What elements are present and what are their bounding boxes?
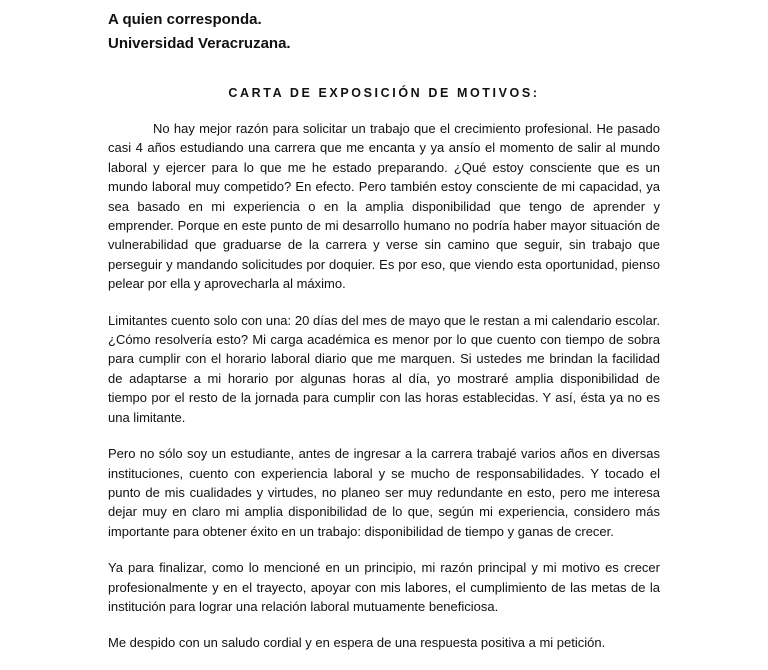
paragraph-conclusion: Ya para finalizar, como lo mencioné en un principio, mi razón principal y mi motivo es crecer profesionalmente y en el trayecto, apoyar con mis labores, el cumplimiento de las metas de la institución para lograr una relación laboral mutuamente beneficiosa. bbox=[108, 560, 660, 614]
letter-body bbox=[108, 119, 660, 670]
institution-line: Universidad Veracruzana. bbox=[108, 35, 291, 52]
paragraph-intro: No hay mejor razón para solicitar un trabajo que el crecimiento profesional. He pasado casi 4 años estudiando una carrera que me encanta y ya ansío el momento de salir al mundo laboral y ejercer para lo que me he estado preparando. ¿Qué estoy consciente que es un mundo laboral muy competido? En efecto. Pero también estoy consciente de mi capacidad, ya sea basado en mi experiencia o en la amplia disponibilidad que tengo de aprender y emprender. Porque en este punto de mi desarrollo humano no podría haber mayor situación de vulnerabilidad que graduarse de la carrera y verse sin camino que seguir, sin trabajo que perseguir y mandando solicitudes por doquier. Es por eso, que viendo esta oportunidad, pienso pelear por ella y aprovecharla al máximo. bbox=[108, 121, 660, 292]
recipient-line: A quien corresponda. bbox=[108, 11, 262, 28]
paragraph-experience: Pero no sólo soy un estudiante, antes de ingresar a la carrera trabajé varios años en diversas instituciones, cuento con experiencia laboral y se mucho de responsabilidades. Y tocado el punto de mis cualidades y virtudes, no planeo ser muy redundante en esto, pero me interesa dejar muy en claro mi amplia disponibilidad de lo que, según mi experiencia, considero más importante para obtener éxito en un trabajo: disponibilidad de tiempo y ganas de crecer. bbox=[108, 446, 660, 539]
letter-title: CARTA DE EXPOSICIÓN DE MOTIVOS: bbox=[228, 86, 540, 100]
paragraph-farewell: Me despido con un saludo cordial y en espera de una respuesta positiva a mi petición. bbox=[108, 635, 606, 651]
paragraph-limitations: Limitantes cuento solo con una: 20 días del mes de mayo que le restan a mi calendario escolar. ¿Cómo resolvería esto? Mi carga académica es menor por lo que cuento con tiempo de sobra para cumplir con el horario laboral diario que me marquen. Si ustedes me brindan la facilidad de adaptarse a mi horario por algunas horas al día, yo mostraré amplia disponibilidad de tiempo por el resto de la jornada para cumplir con las horas establecidas. Y así, ésta ya no es una limitante. bbox=[108, 312, 660, 425]
addressee-block bbox=[108, 8, 291, 56]
